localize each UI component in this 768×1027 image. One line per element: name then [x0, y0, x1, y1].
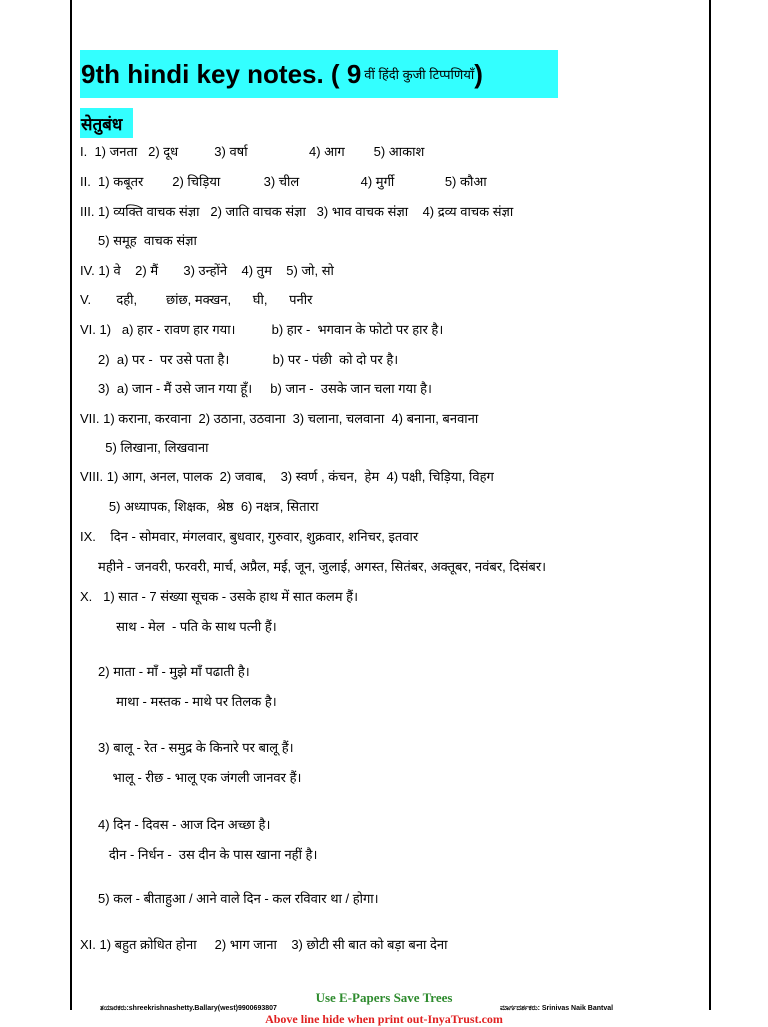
- line-4: 5) समूह वाचक संज्ञा: [80, 233, 197, 248]
- line-11: 5) लिखाना, लिखवाना: [80, 440, 209, 455]
- line-1: I. 1) जनता 2) दूध 3) वर्षा 4) आग 5) आकाश: [80, 144, 425, 159]
- line-22: 4) दिन - दिवस - आज दिन अच्छा है।: [80, 817, 271, 832]
- line-8: 2) a) पर - पर उसे पता है। b) पर - पंछी को दो पर है।: [80, 352, 399, 367]
- line-14: IX. दिन - सोमवार, मंगलवार, बुधवार, गुरुवार, शुक्रवार, शनिचर, इतवार: [80, 529, 419, 544]
- line-7: VI. 1) a) हार - रावण हार गया। b) हार - भगवान के फोटो पर हार है।: [80, 322, 444, 337]
- line-17: साथ - मेल - पति के साथ पत्नी हैं।: [80, 619, 277, 634]
- line-23: दीन - निर्धन - उस दीन के पास खाना नहीं है।: [80, 847, 318, 862]
- line-5: IV. 1) वे 2) मैं 3) उन्होंने 4) तुम 5) जो, सो: [80, 263, 334, 278]
- line-19: माथा - मस्तक - माथे पर तिलक है।: [80, 694, 277, 709]
- line-13: 5) अध्यापक, शिक्षक, श्रेष्ठ 6) नक्षत्र, सितारा: [80, 499, 319, 514]
- section-heading: सेतुबंध: [80, 108, 133, 138]
- line-15: महीने - जनवरी, फरवरी, मार्च, अप्रैल, मई, जून, जुलाई, अगस्त, सितंबर, अक्तूबर, नवंबर, दिसंबर।: [80, 559, 547, 574]
- line-24: 5) कल - बीताहुआ / आने वाले दिन - कल रविवार था / होगा।: [80, 891, 379, 906]
- line-21: भालू - रीछ - भालू एक जंगली जानवर हैं।: [80, 770, 302, 785]
- title-close-paren: ): [474, 58, 483, 89]
- line-20: 3) बालू - रेत - समुद्र के किनारे पर बालू हैं।: [80, 740, 294, 755]
- title-english: 9th hindi key notes. ( 9: [81, 58, 362, 89]
- line-3: III. 1) व्यक्ति वाचक संज्ञा 2) जाति वाचक संज्ञा 3) भाव वाचक संज्ञा 4) द्रव्य वाचक संज्ञा: [80, 204, 514, 219]
- footer-author: ತಯಾರಕರು:shreekrishnashetty.Ballary(west)9900693807: [100, 1005, 277, 1012]
- line-9: 3) a) जान - मैं उसे जान गया हूँ। b) जान - उसके जान चला गया है।: [80, 381, 432, 396]
- line-12: VIII. 1) आग, अनल, पालक 2) जवाब, 3) स्वर्ण , कंचन, हेम 4) पक्षी, चिड़िया, विहग: [80, 469, 494, 484]
- line-2: II. 1) कबूतर 2) चिड़िया 3) चील 4) मुर्गी 5) कौआ: [80, 174, 487, 189]
- line-25: XI. 1) बहुत क्रोधित होना 2) भाग जाना 3) छोटी सी बात को बड़ा बना देना: [80, 937, 448, 952]
- line-6: V. दही, छांछ, मक्खन, घी, पनीर: [80, 292, 313, 307]
- footer-guide: ಮಾರ್ಗದರ್ಶಕರು: Srinivas Naik Bantval: [500, 1005, 614, 1012]
- line-10: VII. 1) कराना, करवाना 2) उठाना, उठवाना 3) चलाना, चलवाना 4) बनाना, बनवाना: [80, 411, 479, 426]
- page-title: [80, 50, 558, 98]
- line-18: 2) माता - माँ - मुझे माँ पढाती है।: [80, 664, 250, 679]
- footer-slogan: Use E-Papers Save Trees: [315, 990, 453, 1005]
- line-16: X. 1) सात - 7 संख्या सूचक - उसके हाथ में सात कलम हैं।: [80, 589, 359, 604]
- title-hindi: वीं हिंदी कुजी टिप्पणियाँ: [364, 67, 475, 82]
- footer-note: Above line hide when print out-InyaTrust.com: [265, 1012, 503, 1026]
